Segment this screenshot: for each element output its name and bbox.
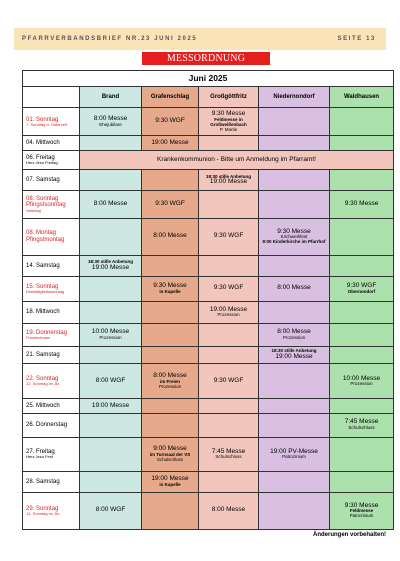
service-time: 8:00 Messe — [277, 284, 311, 292]
schedule-cell — [199, 437, 259, 471]
page-number: SEITE 13 — [337, 36, 376, 42]
service-time: 9:30 Messe — [277, 227, 311, 235]
service-note: Schulschluss — [156, 456, 184, 462]
date-label: 14. Samstag — [26, 262, 60, 269]
service-time: 19:00 Messe — [209, 178, 248, 186]
date-label: 06. Freitag — [26, 154, 55, 161]
date-cell — [23, 471, 80, 492]
schedule-cell — [330, 108, 394, 136]
service-time: 19:00 Messe — [151, 474, 189, 482]
table-row — [23, 170, 394, 191]
header-parish: Brand — [80, 87, 142, 108]
schedule-cell — [199, 413, 259, 437]
service-time: 19:00 PV-Messe — [270, 447, 318, 455]
schedule-cell — [259, 136, 330, 150]
service-note: 9:00 Kinderkirche im Pfarrhof — [262, 239, 326, 245]
service-note: P. Martin — [219, 126, 238, 132]
service-time: 9:30 WGF — [155, 117, 185, 125]
schedule-cell — [259, 413, 330, 437]
table-row — [23, 364, 394, 399]
service-note: Prozession — [282, 334, 306, 340]
schedule-cell — [259, 218, 330, 255]
header-parish: Großgöttfritz — [199, 87, 259, 108]
schedule-cell — [80, 218, 142, 255]
service-time: 8:00 Messe — [211, 506, 246, 514]
schedule-cell — [330, 301, 394, 323]
service-note: Feldmesse in Großweißenbach — [210, 117, 247, 127]
date-cell — [23, 108, 80, 136]
service-time: 19:00 Messe — [209, 305, 248, 313]
occasion-label: Dreifaltigkeitssonntag — [26, 288, 65, 294]
service-note: Prozession — [350, 381, 373, 387]
date-label: 21. Samstag — [26, 351, 60, 358]
schedule-cell — [330, 471, 394, 492]
date-cell — [23, 170, 80, 191]
table-row — [23, 471, 394, 492]
service-note: 18:30 stille Anbetung — [271, 348, 317, 354]
feast-label: Pfingstsonntag — [26, 202, 66, 209]
table-title: Juni 2025 — [23, 71, 394, 87]
service-time: 9:30 WGF — [213, 377, 244, 385]
mass-schedule-table — [22, 70, 394, 530]
schedule-cell — [199, 191, 259, 218]
schedule-cell — [259, 492, 330, 529]
schedule-cell — [330, 136, 394, 150]
schedule-cell — [199, 136, 259, 150]
service-note: Prozession — [99, 334, 122, 340]
occasion-label: 13. Sonntag im Jkr. — [26, 510, 61, 516]
table-header-row — [23, 87, 394, 108]
occasion-label: Herz Jesu Fest — [26, 454, 53, 460]
service-time: 7:45 Messe — [344, 418, 379, 426]
date-label: 25. Mittwoch — [26, 402, 60, 409]
service-time: 8:00 WGF — [95, 377, 126, 385]
service-time: 7:45 Messe — [211, 447, 246, 455]
occasion-label: 7. Sonntag d. Osterzeit — [26, 121, 67, 127]
schedule-cell — [142, 413, 199, 437]
header-date — [23, 87, 80, 108]
service-time: 9:30 Messe — [153, 282, 187, 290]
header-parish: Grafenschlag — [142, 87, 199, 108]
service-note: in Kapelle — [159, 288, 181, 294]
date-label: 08. Sonntag — [26, 196, 59, 203]
date-cell — [23, 136, 80, 150]
date-cell — [23, 301, 80, 323]
schedule-cell — [80, 346, 142, 364]
schedule-cell — [199, 108, 259, 136]
schedule-cell — [330, 413, 394, 437]
service-time: 19:00 Messe — [275, 353, 313, 361]
schedule-cell — [330, 346, 394, 364]
table-row — [23, 437, 394, 471]
date-label: 28. Samstag — [26, 478, 60, 485]
table-row — [23, 492, 394, 529]
table-row — [23, 255, 394, 276]
footnote: Änderungen vorbehalten! — [312, 532, 386, 538]
schedule-cell — [330, 437, 394, 471]
table-title-row — [23, 71, 394, 87]
schedule-cell — [330, 492, 394, 529]
service-time: 8:00 Messe — [93, 200, 128, 208]
date-cell — [23, 437, 80, 471]
schedule-cell — [199, 471, 259, 492]
date-cell — [23, 218, 80, 255]
schedule-cell — [199, 364, 259, 399]
header-parish: Niedernondorf — [259, 87, 330, 108]
schedule-cell — [142, 108, 199, 136]
schedule-cell — [330, 364, 394, 399]
schedule-cell — [259, 346, 330, 364]
schedule-cell — [199, 255, 259, 276]
schedule-cell — [80, 492, 142, 529]
announcement-cell: Krankenkommunion - Bitte um Anmeldung im Pfarramt! — [80, 150, 394, 170]
schedule-cell — [259, 437, 330, 471]
service-note: Prozession — [158, 383, 182, 389]
service-note: Prozession — [217, 312, 240, 318]
schedule-cell — [80, 255, 142, 276]
service-time: 8:00 Messe — [153, 372, 187, 380]
schedule-cell — [330, 399, 394, 413]
service-note: in Kapelle — [159, 481, 181, 487]
service-time: 19:00 Messe — [91, 263, 130, 271]
schedule-cell — [259, 323, 330, 346]
table-row — [23, 399, 394, 413]
service-note: 18:30 stille Anbetung — [87, 259, 134, 265]
schedule-cell — [199, 492, 259, 529]
date-cell — [23, 492, 80, 529]
schedule-cell — [142, 399, 199, 413]
occasion-label: 12. Sonntag im Jkr. — [26, 381, 61, 387]
date-label: 08. Montag — [26, 230, 57, 237]
schedule-cell — [259, 301, 330, 323]
service-time: 8:00 Messe — [277, 328, 311, 336]
service-note: Patrozinium — [349, 513, 374, 519]
table-row — [23, 346, 394, 364]
service-time: 9:30 WGF — [346, 282, 377, 290]
table-row — [23, 413, 394, 437]
schedule-cell — [142, 218, 199, 255]
schedule-cell — [142, 471, 199, 492]
service-time: 8:00 WGF — [95, 506, 126, 514]
date-label: 01. Sonntag — [26, 116, 59, 123]
schedule-cell — [80, 413, 142, 437]
schedule-cell — [199, 399, 259, 413]
date-cell — [23, 364, 80, 399]
schedule-cell — [199, 170, 259, 191]
date-label: 19. Donnerstag — [26, 329, 68, 336]
occasion-label: Fronleichnam — [26, 334, 51, 340]
service-note: Obernondorf — [347, 288, 376, 294]
service-note: im Freien — [159, 379, 180, 385]
date-cell — [23, 276, 80, 301]
occasion-label: Vatertag — [26, 207, 41, 213]
schedule-cell — [80, 191, 142, 218]
schedule-cell — [259, 276, 330, 301]
schedule-cell — [80, 323, 142, 346]
date-label: 07. Samstag — [26, 177, 60, 184]
service-time: 9:30 Messe — [211, 110, 246, 118]
schedule-cell — [259, 255, 330, 276]
service-time: 9:30 Messe — [344, 200, 379, 208]
service-time: 19:00 Messe — [151, 138, 189, 146]
schedule-cell — [142, 364, 199, 399]
service-time: 10:00 Messe — [342, 374, 381, 382]
date-label: 27. Freitag — [26, 449, 55, 456]
service-time: 10:00 Messe — [91, 328, 130, 336]
table-row — [23, 136, 394, 150]
service-time: 19:00 Messe — [91, 401, 130, 409]
newsletter-title: PFARRVERBANDSBRIEF NR.23 JUNI 2025 — [22, 36, 198, 42]
service-time: 9:30 WGF — [213, 284, 244, 292]
schedule-cell — [142, 136, 199, 150]
feast-label: Pfingstmontag — [26, 236, 65, 243]
schedule-cell — [80, 276, 142, 301]
table-row — [23, 150, 394, 170]
schedule-cell — [199, 323, 259, 346]
schedule-cell — [80, 471, 142, 492]
service-time: 8:00 Messe — [93, 114, 128, 122]
date-label: 22. Sonntag — [26, 376, 59, 383]
date-cell — [23, 150, 80, 170]
date-label: 18. Mittwoch — [26, 309, 60, 316]
date-cell — [23, 323, 80, 346]
service-note: Ehejubilare — [99, 121, 122, 127]
schedule-cell — [259, 399, 330, 413]
schedule-cell — [80, 301, 142, 323]
service-time: 9:00 Messe — [153, 445, 187, 453]
schedule-cell — [142, 492, 199, 529]
service-note: Schulschluss — [348, 425, 375, 431]
schedule-cell — [330, 218, 394, 255]
schedule-cell — [199, 346, 259, 364]
date-cell — [23, 191, 80, 218]
schedule-cell — [142, 437, 199, 471]
schedule-cell — [330, 276, 394, 301]
newsletter-header — [14, 28, 386, 50]
date-label: 26. Donnerstag — [26, 422, 68, 429]
schedule-cell — [142, 346, 199, 364]
schedule-cell — [259, 191, 330, 218]
table-row — [23, 276, 394, 301]
date-label: 04. Mittwoch — [26, 139, 60, 146]
schedule-cell — [330, 323, 394, 346]
schedule-cell — [80, 399, 142, 413]
schedule-cell — [142, 301, 199, 323]
service-note: 18:30 stille Anbetung — [205, 173, 252, 179]
schedule-cell — [80, 170, 142, 191]
date-cell — [23, 255, 80, 276]
table-row — [23, 323, 394, 346]
schedule-cell — [142, 276, 199, 301]
schedule-cell — [142, 170, 199, 191]
schedule-cell — [330, 170, 394, 191]
schedule-cell — [330, 191, 394, 218]
date-cell — [23, 346, 80, 364]
schedule-cell — [259, 471, 330, 492]
schedule-cell — [259, 170, 330, 191]
schedule-cell — [259, 364, 330, 399]
service-time: 9:30 Messe — [344, 501, 379, 509]
service-time: 9:30 WGF — [213, 232, 244, 240]
schedule-cell — [142, 191, 199, 218]
date-label: 29. Sonntag — [26, 505, 59, 512]
service-note: Feldmesse — [349, 508, 374, 514]
schedule-cell — [199, 218, 259, 255]
service-time: 8:00 Messe — [153, 232, 187, 240]
service-note: Kirchweihfest — [280, 234, 308, 240]
section-banner: MESSORDNUNG — [142, 52, 270, 65]
table-row — [23, 191, 394, 218]
schedule-cell — [259, 108, 330, 136]
table-row — [23, 108, 394, 136]
service-time: 9:30 WGF — [155, 200, 185, 208]
schedule-cell — [80, 437, 142, 471]
service-note: im Turnsaal der VS — [149, 451, 191, 457]
date-cell — [23, 413, 80, 437]
schedule-cell — [142, 255, 199, 276]
header-parish: Waldhausen — [330, 87, 394, 108]
date-cell — [23, 399, 80, 413]
schedule-cell — [142, 323, 199, 346]
table-row — [23, 301, 394, 323]
schedule-cell — [80, 136, 142, 150]
schedule-cell — [80, 364, 142, 399]
service-note: Patrozinium — [282, 454, 306, 460]
schedule-cell — [80, 108, 142, 136]
schedule-cell — [330, 255, 394, 276]
service-note: Schulschluss — [215, 454, 242, 460]
table-row — [23, 218, 394, 255]
schedule-cell — [199, 276, 259, 301]
occasion-label: Herz Jesu Freitag — [26, 160, 58, 166]
schedule-cell — [199, 301, 259, 323]
date-label: 15. Sonntag — [26, 283, 59, 290]
